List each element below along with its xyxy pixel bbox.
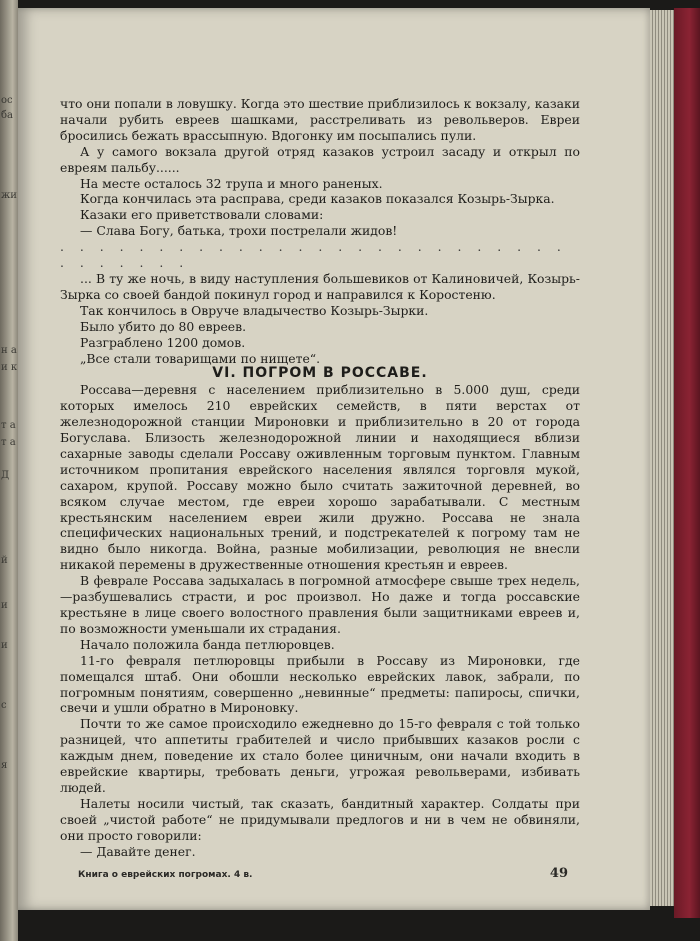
left-page-fragment: ба bbox=[1, 110, 13, 121]
paragraph: — Слава Богу, батька, трохи пострелали жидов! bbox=[80, 223, 398, 239]
paragraph: Разграблено 1200 домов. bbox=[80, 334, 246, 350]
page-stack-edge bbox=[650, 10, 674, 906]
footer-note: Книга о еврейских погромах. 4 в. bbox=[78, 870, 253, 880]
left-page-fragment: жи bbox=[1, 190, 17, 201]
paragraph: 11-го февраля петлюровцы прибыли в Россаву из Мироновки, где помещался штаб. Они обошли несколько еврейских лавок, забрали, по погромным понятиям, совершенно „невинные“ предметы: папиросы, спички, свечи и ушли обратно в Мироновку. bbox=[60, 652, 580, 716]
paragraph: — Давайте денег. bbox=[80, 843, 196, 859]
left-page-fragment: я bbox=[1, 760, 8, 771]
book-cover-spine bbox=[674, 8, 700, 918]
paragraph: Казаки его приветствовали словами: bbox=[80, 207, 324, 223]
left-page-fragment: с bbox=[1, 700, 7, 711]
page-number: 49 bbox=[549, 866, 568, 881]
paragraph: Когда кончилась эта расправа, среди казаков показался Козырь-Зырка. bbox=[80, 191, 555, 207]
left-page-fragment: т а bbox=[1, 420, 16, 431]
paragraph: Начало положила банда петлюровцев. bbox=[80, 636, 335, 652]
page bbox=[18, 8, 650, 910]
paragraph: Почти то же самое происходило ежедневно до 15-го февраля с той только разницей, что аппетиты грабителей и число прибывших казаков росли с каждым днем, поведение их стало более циничным, они начали входить в еврейские квартиры, требовать деньги, угрожая револьверами, избивать людей. bbox=[60, 716, 580, 795]
paragraph: А у самого вокзала другой отряд казаков устроил засаду и открыл по евреям пальбу...... bbox=[60, 143, 580, 175]
left-page-fragment: й bbox=[1, 555, 8, 566]
page-text bbox=[60, 96, 580, 860]
left-page-fragment: т а bbox=[1, 437, 16, 448]
paragraph: „Все стали товарищами по нищете“. bbox=[80, 350, 321, 366]
paragraph: Так кончилось в Овруче владычество Козырь-Зырки. bbox=[80, 302, 429, 318]
left-page-fragment: Д bbox=[1, 470, 10, 481]
left-page-fragment: ос bbox=[1, 95, 13, 106]
paragraph: Было убито до 80 евреев. bbox=[80, 318, 247, 334]
paragraph: В феврале Россава задыхалась в погромной атмосфере свыше трех недель,—разбушевались страсти, и рос произвол. Но даже и тогда россавские крестьяне в лице своего волостного правления были защитниками евреев и, по возможности уменьшали их страдания. bbox=[60, 573, 580, 636]
left-page-fragment: н а bbox=[1, 345, 17, 356]
paragraph: Налеты носили чистый, так сказать, бандитный характер. Солдаты при своей „чистой работе“ не придумывали предлогов и ни в чем не обвиняли, они просто говорили: bbox=[60, 795, 580, 843]
left-page-fragment: и к bbox=[1, 362, 18, 373]
ellipsis-separator: . . . . . . . . . . . . . . . . . . . . . . . . . . . . . . . . . bbox=[60, 239, 567, 271]
chapter-heading: VI. ПОГРОМ В РОССАВЕ. bbox=[212, 365, 428, 382]
paragraph: ... В ту же ночь, в виду наступления большевиков от Калиновичей, Козырь-Зырка со своей бандой покинул город и направился к Коростеню. bbox=[60, 270, 580, 302]
left-page-fragment: и bbox=[1, 640, 8, 651]
paragraph: Россава—деревня с населением приблизительно в 5.000 душ, среди которых имелось 210 еврейских семейств, в пяти верстах от железнодорожной станции Мироновки и приблизительно в 20 от города Богуслава. Близость железнодорожной линии и находящиеся вблизи сахарные заводы сделали Россаву оживленным торговым пунктом. Главным источником пропитания еврейского населения являлся торговля мукой, сахаром, крупой. Россаву можно было считать зажиточной деревней, во всяком случае местом, где евреи хорошо зарабатывали. С местным крестьянским населением евреи жили дружно. Россава не знала специфических национальных трений, и подстрекателей к погрому там не видно было никогда. Война, разные мобилизации, революция не внесли никакой перемены в дружественные отношения крестьян и евреев. bbox=[60, 382, 580, 573]
paragraph: что они попали в ловушку. Когда это шествие приблизилось к вокзалу, казаки начали рубить евреев шашками, расстреливать из револьверов. Евреи бросились бежать врассыпную. Вдогонку им посыпались пули. bbox=[60, 96, 580, 143]
left-page-fragment: и bbox=[1, 600, 8, 611]
paragraph: На месте осталось 32 трупа и много раненых. bbox=[80, 175, 383, 191]
